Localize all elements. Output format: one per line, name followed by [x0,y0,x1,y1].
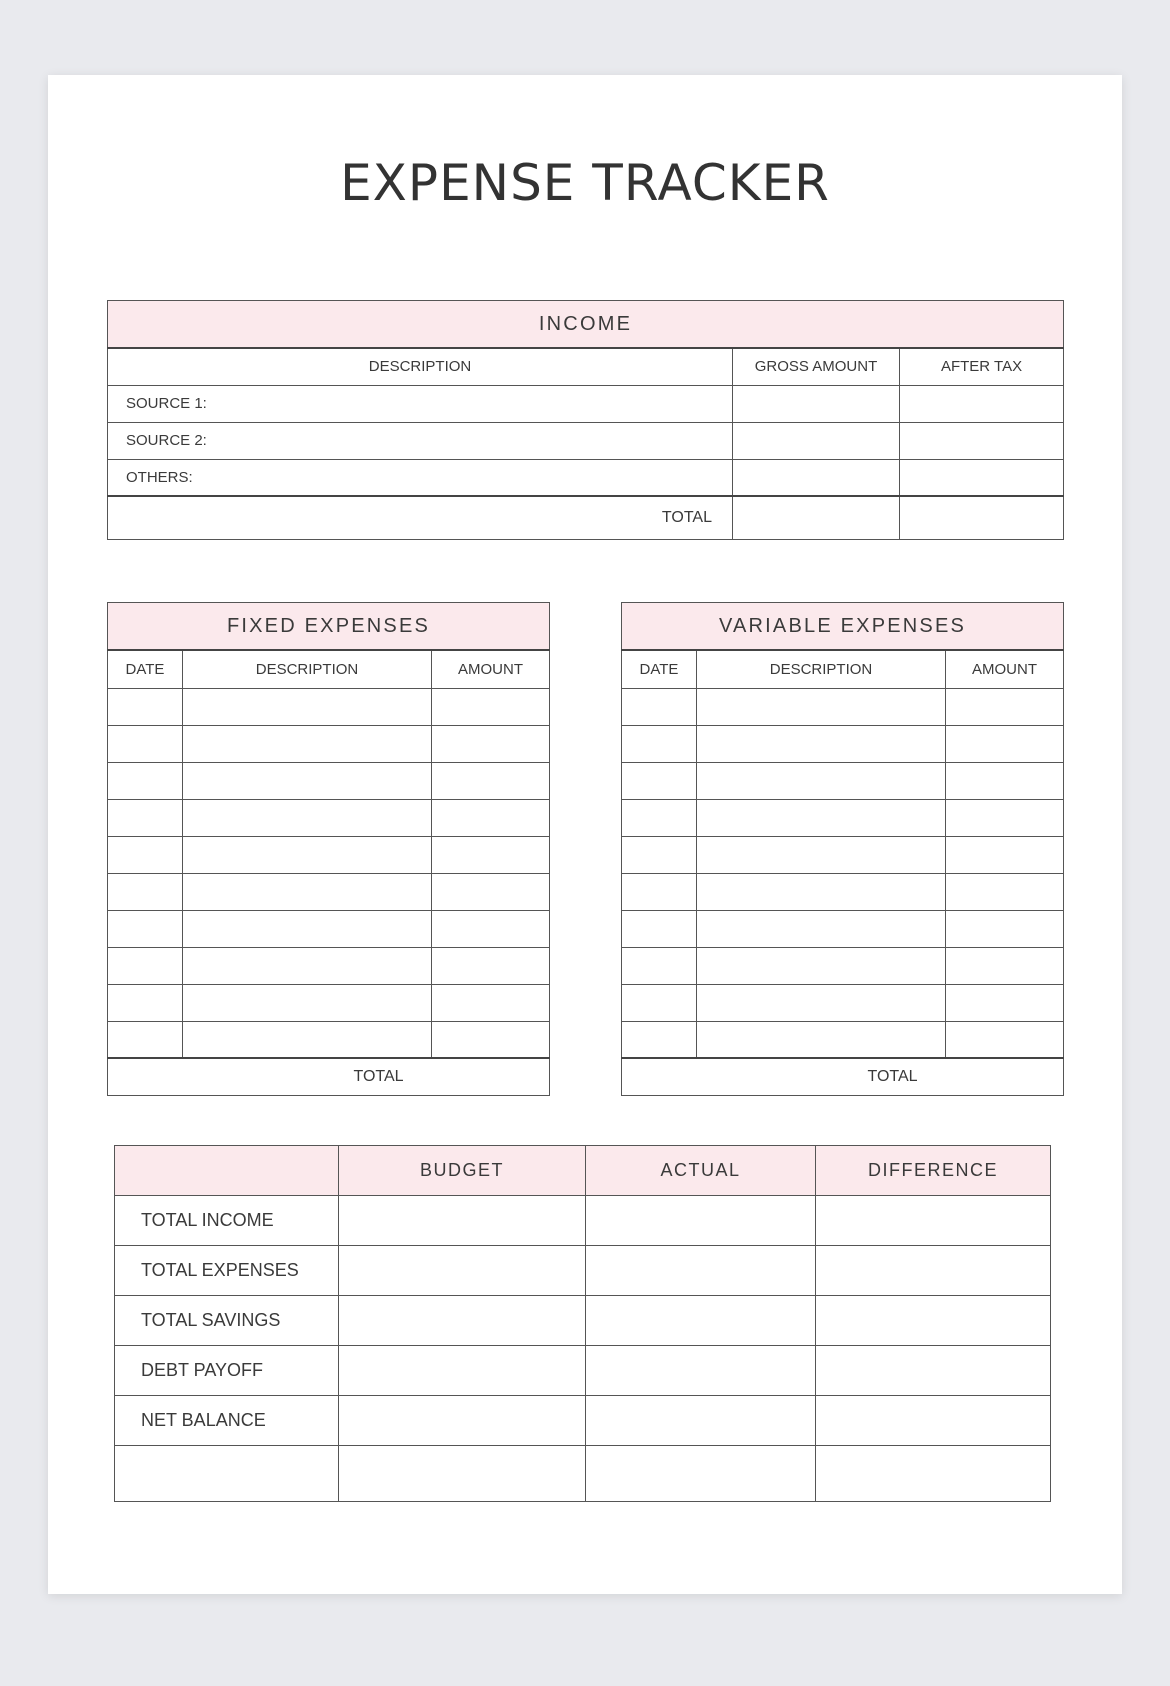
expense-description-cell[interactable] [183,836,432,873]
expense-description-cell[interactable] [697,947,946,984]
summary-budget-cell[interactable] [339,1246,586,1296]
summary-col-budget: BUDGET [339,1146,586,1196]
expense-row [622,836,1064,873]
expense-amount-cell[interactable] [432,947,550,984]
expense-row [622,799,1064,836]
expense-row [108,910,550,947]
income-gross-cell[interactable] [733,459,900,496]
income-gross-cell[interactable] [733,422,900,459]
variable-expenses-heading: VARIABLE EXPENSES [622,603,1064,651]
expense-date-cell[interactable] [622,688,697,725]
expense-date-cell[interactable] [622,947,697,984]
expense-description-cell[interactable] [183,1021,432,1058]
fixed-col-amount: AMOUNT [432,650,550,688]
income-table [107,300,1064,540]
expense-description-cell[interactable] [183,725,432,762]
income-row-label: OTHERS: [108,459,733,496]
expense-row [108,873,550,910]
expense-amount-cell[interactable] [432,873,550,910]
expense-date-cell[interactable] [622,984,697,1021]
summary-difference-cell[interactable] [816,1246,1051,1296]
variable-expenses-table [621,602,1064,1096]
expense-amount-cell[interactable] [946,873,1064,910]
expense-date-cell[interactable] [622,910,697,947]
summary-row-label: TOTAL SAVINGS [115,1296,339,1346]
summary-col-actual: ACTUAL [586,1146,816,1196]
expense-date-cell[interactable] [622,1021,697,1058]
summary-actual-cell[interactable] [586,1196,816,1246]
expense-amount-cell[interactable] [946,836,1064,873]
expense-row [622,984,1064,1021]
fixed-total-label: TOTAL [108,1058,550,1095]
expense-amount-cell[interactable] [946,762,1064,799]
expense-description-cell[interactable] [697,725,946,762]
expense-amount-cell[interactable] [946,725,1064,762]
expense-row [622,725,1064,762]
expense-date-cell[interactable] [108,873,183,910]
income-col-gross-amount: GROSS AMOUNT [733,348,900,385]
expense-amount-cell[interactable] [432,910,550,947]
expense-row [108,836,550,873]
summary-budget-cell[interactable] [339,1196,586,1246]
income-total-label: TOTAL [108,496,733,539]
income-gross-cell[interactable] [733,385,900,422]
expense-description-cell[interactable] [697,873,946,910]
expense-description-cell[interactable] [183,688,432,725]
expense-date-cell[interactable] [622,762,697,799]
expense-description-cell[interactable] [697,762,946,799]
income-row-label: SOURCE 2: [108,422,733,459]
variable-col-date: DATE [622,650,697,688]
expense-row [622,947,1064,984]
expense-description-cell[interactable] [697,836,946,873]
variable-col-amount: AMOUNT [946,650,1064,688]
summary-difference-cell[interactable] [816,1296,1051,1346]
summary-budget-cell[interactable] [339,1346,586,1396]
expense-amount-cell[interactable] [946,910,1064,947]
expense-date-cell[interactable] [108,984,183,1021]
expense-description-cell[interactable] [183,762,432,799]
expense-amount-cell[interactable] [432,725,550,762]
expense-amount-cell[interactable] [946,688,1064,725]
summary-actual-cell[interactable] [586,1246,816,1296]
expense-row [108,688,550,725]
summary-row-label: DEBT PAYOFF [115,1346,339,1396]
summary-row-label: TOTAL INCOME [115,1196,339,1246]
expense-date-cell[interactable] [108,910,183,947]
fixed-col-description: DESCRIPTION [183,650,432,688]
income-after-tax-cell[interactable] [900,385,1064,422]
income-after-tax-cell[interactable] [900,422,1064,459]
expense-date-cell[interactable] [108,688,183,725]
expense-date-cell[interactable] [108,947,183,984]
summary-row-label: TOTAL EXPENSES [115,1246,339,1296]
summary-corner-cell [115,1146,339,1196]
expense-row [108,1021,550,1058]
expense-amount-cell[interactable] [946,947,1064,984]
expense-description-cell[interactable] [183,873,432,910]
expense-date-cell[interactable] [108,799,183,836]
summary-budget-cell[interactable] [339,1446,586,1502]
expense-row [108,762,550,799]
page-title: EXPENSE TRACKER [340,154,830,212]
summary-actual-cell[interactable] [586,1346,816,1396]
expense-amount-cell[interactable] [946,1021,1064,1058]
expense-date-cell[interactable] [108,725,183,762]
expense-amount-cell[interactable] [946,984,1064,1021]
expense-description-cell[interactable] [183,799,432,836]
expense-date-cell[interactable] [622,836,697,873]
expense-date-cell[interactable] [108,1021,183,1058]
summary-row-label: NET BALANCE [115,1396,339,1446]
expense-description-cell[interactable] [697,688,946,725]
summary-actual-cell[interactable] [586,1296,816,1346]
summary-difference-cell[interactable] [816,1446,1051,1502]
expense-description-cell[interactable] [183,910,432,947]
expense-row [622,873,1064,910]
expense-description-cell[interactable] [697,1021,946,1058]
expense-row [622,1021,1064,1058]
income-col-description: DESCRIPTION [108,348,733,385]
summary-difference-cell[interactable] [816,1396,1051,1446]
fixed-expenses-body [108,688,550,1058]
fixed-expenses-table [107,602,550,1096]
summary-budget-cell[interactable] [339,1396,586,1446]
summary-difference-cell[interactable] [816,1196,1051,1246]
expense-amount-cell[interactable] [432,1021,550,1058]
variable-col-description: DESCRIPTION [697,650,946,688]
expense-description-cell[interactable] [697,799,946,836]
expense-description-cell[interactable] [183,984,432,1021]
variable-expenses-body [622,688,1064,1058]
expense-row [108,947,550,984]
expense-amount-cell[interactable] [432,836,550,873]
expense-date-cell[interactable] [622,725,697,762]
expense-amount-cell[interactable] [432,762,550,799]
expense-amount-cell[interactable] [432,799,550,836]
summary-row-label[interactable] [115,1446,339,1502]
income-after-tax-cell[interactable] [900,459,1064,496]
summary-table [114,1145,1051,1502]
income-gross-total-cell[interactable] [733,496,900,539]
fixed-expenses-heading: FIXED EXPENSES [108,603,550,651]
expense-row [108,799,550,836]
expense-row [108,725,550,762]
expense-description-cell[interactable] [697,984,946,1021]
summary-actual-cell[interactable] [586,1396,816,1446]
expense-description-cell[interactable] [697,910,946,947]
summary-budget-cell[interactable] [339,1296,586,1346]
income-row-label: SOURCE 1: [108,385,733,422]
fixed-col-date: DATE [108,650,183,688]
summary-difference-cell[interactable] [816,1346,1051,1396]
variable-total-label: TOTAL [622,1058,1064,1095]
income-after-tax-total-cell[interactable] [900,496,1064,539]
summary-col-difference: DIFFERENCE [816,1146,1051,1196]
expense-row [622,688,1064,725]
expense-amount-cell[interactable] [432,984,550,1021]
expense-date-cell[interactable] [622,873,697,910]
expense-date-cell[interactable] [108,762,183,799]
expense-row [622,762,1064,799]
expense-date-cell[interactable] [108,836,183,873]
income-heading: INCOME [108,301,1064,349]
expense-description-cell[interactable] [183,947,432,984]
expense-date-cell[interactable] [622,799,697,836]
expense-amount-cell[interactable] [432,688,550,725]
expense-row [622,910,1064,947]
income-col-after-tax: AFTER TAX [900,348,1064,385]
summary-actual-cell[interactable] [586,1446,816,1502]
expense-amount-cell[interactable] [946,799,1064,836]
expense-row [108,984,550,1021]
